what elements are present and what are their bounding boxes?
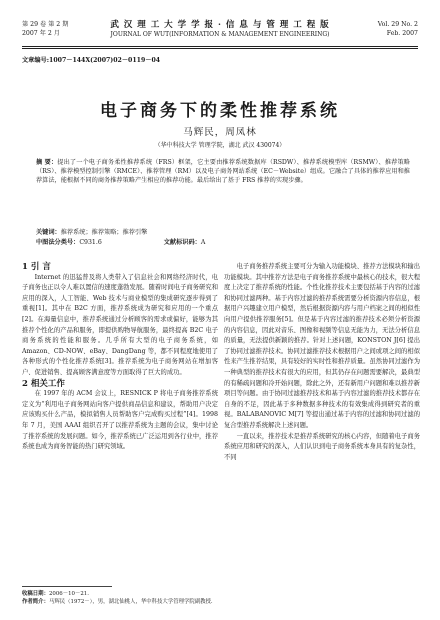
- doc-code-block: [164, 238, 206, 247]
- abstract-label: 摘 要：: [36, 159, 58, 166]
- header-volume-en: Vol. 29 No. 2: [377, 21, 418, 28]
- received-label: 收稿日期：: [22, 591, 49, 597]
- section-heading-related-work: 2 相关工作: [22, 378, 65, 389]
- header-date: 2007 年 2 月: [22, 30, 60, 37]
- footnote-author: [22, 598, 213, 606]
- journal-name-en: JOURNAL OF WUT(INFORMATION & MANAGEMENT ENGINEERING): [110, 31, 330, 38]
- classification: [36, 238, 410, 247]
- header-rule-thin: [22, 48, 418, 49]
- related-work-paragraph: 在 1997 年的 ACM 会议上，RESNICK P 将电子商务推荐系统定义为“利用电子商务网站向客户提供商品信息和建议，帮助用户决定应该购买什么产品，模拟销售人员帮助客户完成购买过程”[4]。1998 年 7 月，美国 AAAI 组织召开了以推荐系统为主题的会议，集中讨论了推荐系统的发展问题。如今，推荐系统已广泛运用到各行业中，推荐系统也成为商务智能的热门研究领域。: [22, 390, 218, 451]
- header-journal: [22, 20, 418, 39]
- paper-affiliation: （华中科技大学 管理学院，湖北 武汉 430074）: [154, 142, 286, 149]
- author-bio-label: 作者简介：: [22, 599, 49, 605]
- doc-code-value: A: [200, 239, 206, 246]
- paper-title: 电子商务下的柔性推荐系统: [100, 101, 340, 121]
- header-volume: 第 29 卷 第 2 期: [22, 21, 69, 28]
- received-date: 2006－10－21.: [48, 591, 89, 597]
- footnote: [22, 590, 213, 606]
- header-date-en: Feb. 2007: [386, 30, 418, 37]
- header-rule: [22, 46, 418, 47]
- header-issue-en: [378, 20, 418, 38]
- keywords-label: 关键词：: [36, 229, 61, 236]
- running-header: [22, 20, 418, 46]
- footnote-rule: [22, 586, 112, 587]
- intro-paragraph: Internet 的迅猛普及将人类带入了信息社会和网络经济时代，电子商务也正以令人难以置信的速度蓬勃发展。随着时间电子商务研究和应用的深入，人工智能、Web 技术与商业模型的集成研究逐步得到了重视[1]。其中在 B2C 方面，推荐系统成为研究和应用的一个重点[2]。在海量信息中，推荐系统通过分析顾客的需求或偏好，能够为其推荐个性化的产品和服务，即提供购物导航服务，最终提高 B2C 电子商务系统的性能和服务。几乎所有大型的电子商务系统，如 Amazon、CD-NOW、eBay、DangDang 等，都不同程度地使用了各种形式的个性化推荐系统[3]。推荐系统为电子商务网站在增加客户、促进销售、提高顾客满意度等方面取得了巨大的成功。: [22, 273, 218, 376]
- abstract: [36, 158, 410, 186]
- clc-value: C931.6: [79, 239, 102, 246]
- footnote-received: [22, 590, 213, 598]
- right-column: [224, 262, 420, 463]
- section-heading-introduction: 1 引 言: [22, 262, 51, 272]
- body-paragraph: 电子商务推荐系统主要可分为输入功能模块、推荐方法模块和输出功能模块。其中推荐方法是电子商务推荐系统中最核心的技术，很大程度上决定了推荐系统的性能。个性化推荐技术主要包括基于内容的过滤和协同过滤两种。基于内容过滤的推荐系统需要分析资源内容信息，根据用户兴趣建立用户模型，然后根据资源内容与用户档案之间的相似性向用户提供推荐服务[5]。但是基于内容过滤的推荐技术必须分析资源的内容信息，因此对音乐、图像和视频等信息无能为力，无法分析信息的质量，无法提供新颖的推荐。针对上述问题，KONSTON J[6] 提出了协同过滤推荐技术。协同过滤推荐技术根据用户之间或项之间的相似性来产生推荐结果，具有较好的实时性和推荐质量。虽然协同过滤作为一种典型的推荐技术有很大的应用，但其仍存在问题需要解决，最典型的有稀疏问题和冷开始问题，除此之外，还有新用户问题和难以推荐新项目等问题。由于协同过滤推荐技术和基于内容过滤的推荐技术都存在自身的不足，因此基于多种数据多种技术的有效集成得到研究者的重视。BALABANOVIC M[7] 等提出通过基于内容的过滤和协同过滤的复合型推荐系统解决上述问题。: [224, 263, 420, 429]
- doc-code-label: 文献标识码：: [163, 239, 201, 246]
- abstract-text: 提出了一个电子商务柔性推荐系统（FRS）框架，它主要由推荐系统数据库（RSDW）、推荐系统模型库（RSMW）、推荐策略（RS）、推荐模型控制引擎（RMCE）、推荐管理（RM）以及电子商务网站系统（EC－Website）组成。它融合了具体的推荐应用和推荐算法，能根据不同的商务推荐策略产生相应的推荐功能。最后给出了基于 FRS 推荐的实现步骤。: [36, 159, 410, 185]
- article-number: 文章编号:1007－144X(2007)02－0119－04: [22, 57, 161, 64]
- keywords: [36, 228, 410, 237]
- paper-authors: 马辉民，周凤林: [183, 127, 257, 138]
- keywords-text: 推荐系统；推荐策略；推荐引擎: [60, 229, 148, 236]
- journal-name-cn: 武 汉 理 工 大 学 学 报 · 信 息 与 管 理 工 程 版: [110, 20, 330, 30]
- body-paragraph: 一直以来，推荐技术是推荐系统研究的核心内容，但随着电子商务系统应用和研究的深入，人们认识到电子商务系统本身具有的复杂性，不同: [224, 432, 420, 461]
- left-column: [22, 262, 218, 453]
- clc-block: [36, 238, 102, 247]
- clc-label: 中图法分类号：: [36, 239, 80, 246]
- author-bio: 马辉民（1972－），男，湖北仙桃人，华中科技大学管理学院副教授.: [48, 599, 213, 605]
